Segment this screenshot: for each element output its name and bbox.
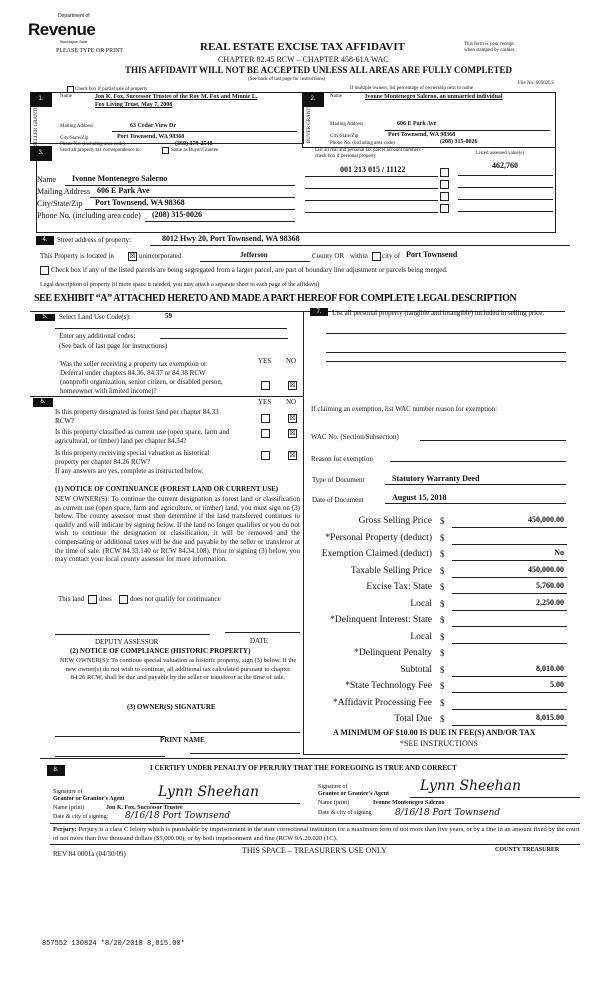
logo-sub: Washington State <box>60 40 88 44</box>
section2-box <box>302 92 556 148</box>
no-header: NO <box>286 357 297 365</box>
land-use-label: Select Land Use Code(s): <box>59 313 131 321</box>
current-use-question: Is this property classified as current use (open space, farm and <box>55 428 230 436</box>
does-not-qualify-checkbox[interactable] <box>119 595 128 604</box>
see-back: (See back of last page for instructions) <box>248 77 326 82</box>
tax-row-value[interactable]: 2,250.00 <box>536 597 564 607</box>
doc-date: August 15, 2018 <box>392 493 447 502</box>
tax-row-label: Exemption Claimed (deduct) <box>321 549 432 559</box>
grantor-city: Port Townsend, WA 98368 <box>117 134 185 140</box>
tax-row-label: Excise Tax: State <box>366 582 432 592</box>
partial-sale-label: Check box if partial sale of property <box>75 87 148 92</box>
currency-symbol: $ <box>440 516 445 526</box>
city-checkbox[interactable] <box>372 252 381 261</box>
currency-symbol: $ <box>440 714 445 724</box>
section2-number: 2. <box>302 92 324 107</box>
notice-continuance-body: NEW OWNER(S): To continue the current designation as forest land or classification as current use (open space, farm and agriculture, or timber) land, you must sign on (3) below. The county assessor must then determine if the land transferred continues to qualify and will indicate by signing below. If the land no longer qualifies or you do not wish to continue the designation or classification, it will be removed and the compensating or additional taxes will be due and payable by the seller or transferor at the time of sale. (RCW 84.33.140 or RCW 84.34.108). Prior to signing (3) below, you may contact your local county assessor for more information. <box>55 495 300 564</box>
grantor-print-name: Jon K. Fox, Successor Trustee <box>106 805 183 811</box>
notice-compliance-body: NEW OWNER(S): To continue special valuation as historic property, sign (3) below. If the new owner(s) do not wish to continue, all additional tax calculated pursuant to chapter 84.26 RCW, shall be due and payable by the seller or transferor at the time of sale. <box>59 657 297 682</box>
warning: THIS AFFIDAVIT WILL NOT BE ACCEPTED UNLESS ALL AREAS ARE FULLY COMPLETED <box>125 65 513 75</box>
forest-question: Is this property designated as forest land per chapter 84.33 <box>55 408 219 416</box>
grantee-name: Ivonne Montenegro Salerno, an unmarried individual <box>365 94 503 100</box>
historical-question-2: property per chapter 84.26 RCW? <box>55 458 151 466</box>
located-label: This Property is located in <box>40 252 114 260</box>
grantee-print-name: Ivonne Montenegro Salerno <box>373 800 445 806</box>
mail-label: Mailing Address <box>37 187 91 196</box>
grantee-date-city: 8/16/18 Port Townsend <box>395 808 501 818</box>
wac-label: WAC No. (Section/Subsection) <box>311 433 399 441</box>
current-use-yes-checkbox[interactable] <box>261 429 270 438</box>
street-address: 8012 Hwy 20, Port Townsend, WA 98368 <box>162 234 300 243</box>
tax-row-value[interactable]: 8,015.00 <box>536 713 564 722</box>
currency-symbol: $ <box>440 664 445 675</box>
logo-main: Revenue <box>28 20 96 39</box>
historical-yes-checkbox[interactable] <box>261 451 270 460</box>
currency-symbol: $ <box>440 615 445 625</box>
parcel-number: 001 213 015 / 11122 <box>340 165 406 174</box>
assessed-label: Listed assessed value(s) <box>476 151 525 156</box>
phone-label: Phone No. (including area code) <box>330 141 395 146</box>
city: Port Townsend <box>406 250 458 259</box>
notice-compliance-title: (2) NOTICE OF COMPLIANCE (HISTORIC PROPERTY) <box>70 647 251 655</box>
tax-name: Ivonne Montenegro Salerno <box>72 174 168 183</box>
tax-row-label: Taxable Selling Price <box>350 565 432 576</box>
form-title: REAL ESTATE EXCISE TAX AFFIDAVIT <box>200 41 405 53</box>
exemption-wac-label: If claiming an exemption, list WAC number reason for exemption: <box>311 405 498 413</box>
reason-label: Reason for exemption <box>311 455 373 463</box>
grantee-phone: (208) 315-0026 <box>440 139 478 145</box>
receipt-stamp: 857552 130824 *8/20/2018 8,015.00* <box>42 940 185 948</box>
file-number: File No. 60562LS <box>518 81 554 86</box>
grantor-name-2: Fox Living Trust, May 7, 2008 <box>95 102 173 108</box>
legal-exhibit: SEE EXHIBIT “A” ATTACHED HERETO AND MADE A PART HEREOF FOR COMPLETE LEGAL DESCRIPTION <box>34 293 517 304</box>
perjury-notice <box>53 825 581 843</box>
doc-type-label: Type of Document <box>312 476 365 484</box>
yes-header: YES <box>258 398 272 406</box>
currency-symbol: $ <box>440 582 445 592</box>
historical-question: Is this property receiving special valuation as historical <box>55 449 210 457</box>
yes-header: YES <box>258 357 272 365</box>
minimum-due-note: A MINIMUM OF $10.00 IS DUE IN FEE(S) AND/OR TAX <box>333 728 536 737</box>
see-instructions: *SEE INSTRUCTIONS <box>400 739 479 748</box>
section5-number: 5. <box>35 314 55 321</box>
personal-property-checkbox[interactable] <box>440 192 449 201</box>
grantee-sig-label: Signature of <box>318 784 348 790</box>
doc-date-label: Date of Document <box>312 496 364 504</box>
section1-number: 1. <box>30 92 52 107</box>
tax-row-value[interactable]: 5.00 <box>550 680 564 689</box>
tax-row-value[interactable]: 450,000.00 <box>528 515 564 524</box>
assessed-value: 462,760 <box>492 161 518 170</box>
parcel-label-2: check box if personal property <box>315 154 377 159</box>
personal-property-label: List all personal property (tangible and intangible) included in selling price. <box>332 309 545 317</box>
phone-label: Phone No. (including area code) <box>37 211 141 220</box>
grantor-phone: (360) 379-2548 <box>175 141 213 147</box>
form-revision: REV 84 0001a (04/30/09) <box>53 850 126 858</box>
perjury-text: Perjury is a class C felony which is punishable by imprisonment in the state correctional institution for a maximum term of not more than five years, or by a fine in an amount fixed by the court of not more than five thousand dollars ($5,000.00), or by both imprisonment and fine (RCW 9A.20.020 (1C). <box>53 826 580 842</box>
seller-grantor-label: SELLER GRANTOR <box>34 102 39 146</box>
name-label: Name <box>60 94 72 99</box>
additional-codes-note: (See back of last page for instructions) <box>59 342 168 350</box>
tax-row-label: Gross Selling Price <box>358 516 432 526</box>
print-name-label: PRINT NAME <box>160 736 205 744</box>
grantor-sig-label-2: Grantor or Grantor's Agent <box>53 796 125 802</box>
grantor-name-label: Name (print) <box>53 805 85 811</box>
owner-signature-label: (3) OWNER(S) SIGNATURE <box>127 703 216 711</box>
tax-row-label: Local <box>410 631 432 642</box>
tax-row-label: Local <box>410 598 432 609</box>
this-land-label: This land <box>58 595 85 603</box>
grantor-date-city: 8/16/18 Port Townsend <box>125 811 231 821</box>
if-yes-note: If any answers are yes, complete as instructed below. <box>55 467 204 475</box>
currency-symbol: $ <box>440 631 445 642</box>
land-use-code: 59 <box>165 312 172 320</box>
exemption-yes-checkbox[interactable] <box>261 381 270 390</box>
certify-statement: I CERTIFY UNDER PENALTY OF PERJURY THAT THE FOREGOING IS TRUE AND CORRECT <box>150 764 457 772</box>
grantee-mail: 606 E Park Ave <box>397 121 437 127</box>
county: Jefferson <box>240 251 268 259</box>
no-header: NO <box>286 398 297 406</box>
send-correspondence-label: Send all property tax correspondence to: <box>60 148 141 153</box>
mail-label: Mailing Address <box>330 122 364 127</box>
grantee-city: Port Townsend, WA 98368 <box>388 132 456 138</box>
currency-symbol: $ <box>440 549 445 559</box>
unincorporated-checkbox[interactable]: ☒ <box>129 252 136 260</box>
parcel-label: List all real and personal tax parcel account numbers – <box>315 148 425 153</box>
personal-property-checkbox[interactable] <box>440 168 449 177</box>
same-as-buyer-label: Same as Buyer/Grantee <box>171 148 219 153</box>
city-label: City/State/Zip <box>37 199 83 208</box>
additional-codes-label: Enter any additional codes: <box>59 332 136 340</box>
tax-row-label: Subtotal <box>400 664 432 675</box>
section6-number: 6. <box>33 398 53 407</box>
current-use-question-2: agricultural, or timber) land per chapter 84.34? <box>55 437 187 445</box>
mail-label: Mailing Address <box>60 124 94 129</box>
current-use-no-checkbox[interactable]: ☒ <box>289 429 296 437</box>
grantee-sig-label-2: Grantee or Grantee's Agent <box>318 791 390 797</box>
city-of-label: city of <box>382 252 401 260</box>
exemption-question-3: (nonprofit organization, senior citizen, or disabled person, <box>60 378 223 386</box>
historical-no-checkbox[interactable]: ☒ <box>289 451 296 459</box>
tax-row-label: Total Due <box>394 714 432 724</box>
logo-top: Department of <box>58 13 90 19</box>
personal-property-checkbox[interactable] <box>440 204 449 213</box>
tax-row-value[interactable]: 450,000.00 <box>528 564 564 574</box>
tax-row-value[interactable]: No <box>554 548 564 557</box>
within-label: within <box>350 252 368 260</box>
segregated-checkbox[interactable] <box>40 266 49 275</box>
name-label: Name <box>37 175 57 184</box>
unincorporated-label: unincorporated <box>139 252 182 260</box>
currency-symbol: $ <box>440 565 445 576</box>
currency-symbol: $ <box>440 598 445 609</box>
section7-number: 7. <box>310 308 328 316</box>
county-treasurer: COUNTY TREASURER <box>495 847 560 853</box>
street-label: Street address of property: <box>57 236 132 244</box>
grantor-date-label: Date & city of signing: <box>53 814 109 820</box>
forest-question-2: RCW? <box>55 417 75 425</box>
grantee-date-label: Date & city of signing <box>318 810 372 816</box>
currency-symbol: $ <box>440 681 445 691</box>
tax-row-label: *Affidavit Processing Fee <box>332 697 432 708</box>
treasurer-space: THIS SPACE – TREASURER'S USE ONLY <box>242 846 387 855</box>
currency-symbol: $ <box>440 648 445 658</box>
buyer-grantee-label: BUYER GRANTEE <box>307 101 312 143</box>
does-qualify-checkbox[interactable] <box>88 595 97 604</box>
grantor-sig-label: Signature of <box>53 789 83 795</box>
tax-row-value[interactable]: 8,010.00 <box>536 663 564 673</box>
section8-number: 8. <box>47 765 65 776</box>
receipt-note-1: This form is your receipt <box>464 42 514 47</box>
city-label: City/State/Zip <box>60 136 89 141</box>
phone-label: Phone No. (including area code) <box>60 142 125 147</box>
tax-row-label: *Delinquent Penalty <box>354 648 432 658</box>
perjury-label: Perjury: <box>53 826 77 833</box>
tax-city: Port Townsend, WA 98368 <box>95 198 185 207</box>
please-type: PLEASE TYPE OR PRINT <box>56 48 124 54</box>
city-label: City/State/Zip <box>330 134 359 139</box>
tax-row-label: *Personal Property (deduct) <box>325 532 432 543</box>
currency-symbol: $ <box>440 532 445 543</box>
grantee-name-label: Name (print) <box>318 800 350 806</box>
forest-no-checkbox[interactable]: ☒ <box>289 414 296 422</box>
tax-row-label: *Delinquent Interest: State <box>330 615 432 625</box>
tax-phone: (208) 315-0026 <box>152 210 202 219</box>
segregated-label: Check box if any of the listed parcels are being segregated from a larger parcel, are part of boundary line adjustment or parcels being merged. <box>51 266 448 274</box>
notice-continuance-title: (1) NOTICE OF CONTINUANCE (FOREST LAND OR CURRENT USE) <box>55 485 279 493</box>
grantor-name-1: Jon K. Fox, Successor Trustee of the Roy M. Fox and Minnie L. <box>95 94 258 100</box>
date-label: DATE <box>250 637 268 645</box>
county-or: County OR <box>312 252 345 260</box>
same-as-buyer-checkbox[interactable] <box>162 147 169 154</box>
does-label: does <box>99 595 112 603</box>
receipt-note-2: when stamped by cashier. <box>464 48 516 53</box>
multiple-owners-note: If multiple owners, list percentage of ownership next to name <box>350 86 474 91</box>
section3-number: 3. <box>30 146 52 161</box>
deputy-assessor-label: DEPUTY ASSESSOR <box>95 638 159 646</box>
grantee-signature: Lynn Sheehan <box>420 778 522 794</box>
chapter: CHAPTER 82.45 RCW – CHAPTER 458-61A WAC <box>218 55 389 64</box>
grantor-signature: Lynn Sheehan <box>158 784 260 800</box>
exemption-question: Was the seller receiving a property tax exemption or <box>60 360 207 368</box>
grantor-mail: 63 Cedar View Dr <box>130 123 177 129</box>
section4-number: 4. <box>36 236 54 245</box>
tax-row-label: *State Technology Fee <box>345 681 432 691</box>
does-not-label: does not qualify for continuance <box>130 595 221 603</box>
exemption-question-2: Deferral under chapters 84.36, 84.37 or 84.38 RCW <box>60 369 206 377</box>
doc-type: Statutory Warranty Deed <box>392 474 480 483</box>
personal-property-checkbox[interactable] <box>440 180 449 189</box>
exemption-no-checkbox[interactable]: ☒ <box>289 381 296 389</box>
tax-mail: 606 E Park Ave <box>97 186 150 195</box>
forest-yes-checkbox[interactable] <box>261 414 270 423</box>
name-label: Name <box>330 94 342 99</box>
legal-description-label: Legal description of property (if more space is needed, you may attach a separate sheet to each page of the affidavit) <box>40 282 320 288</box>
tax-row-value[interactable]: 5,760.00 <box>536 581 564 590</box>
currency-symbol: $ <box>440 697 445 708</box>
exemption-question-4: homeowner with limited income)? <box>60 387 157 395</box>
